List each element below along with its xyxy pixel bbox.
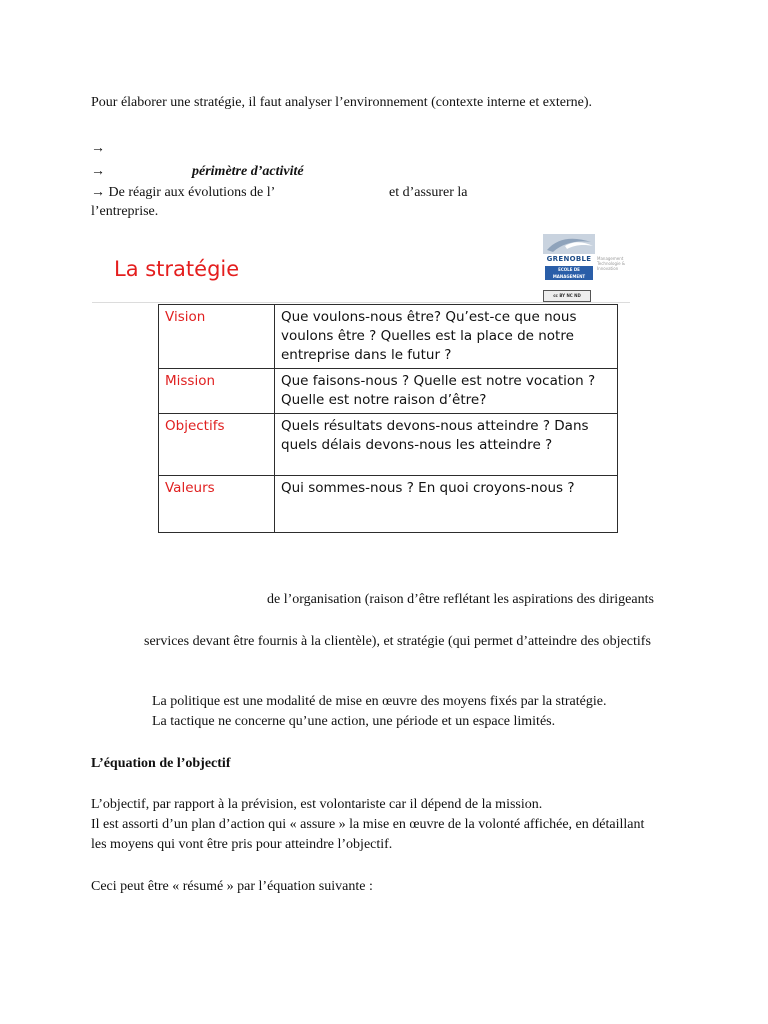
react-text-start: De réagir aux évolutions de l’ (108, 185, 276, 200)
arrow-icon: → (91, 164, 105, 179)
arrow-bullet-2 (91, 162, 105, 182)
table-row (159, 414, 618, 476)
table-row (159, 305, 618, 369)
logo-name: GRENOBLE (546, 255, 592, 263)
tactique-text: La tactique ne concerne qu’une action, une période et un espace limités. (152, 714, 556, 729)
intro-sentence: Pour élaborer une stratégie, il faut analyser l’environnement (contexte interne et externe). (91, 95, 593, 110)
arrow-bullet-3 (91, 183, 275, 203)
table-row (159, 369, 618, 414)
services-text: services devant être fournis à la clientèle), et stratégie (qui permet d’atteindre des objectifs (144, 634, 651, 649)
slide-divider (92, 302, 630, 303)
term-cell: Vision (159, 305, 275, 369)
strategy-table (158, 304, 618, 533)
paragraph-line: L’objectif, par rapport à la prévision, est volontariste car il dépend de la mission. (91, 797, 543, 812)
slide-title: La stratégie (114, 257, 240, 281)
org-text: de l’organisation (raison d’être reflétant les aspirations des dirigeants (267, 592, 654, 607)
grenoble-logo (543, 232, 626, 302)
perimetre-text: périmètre d’activité (192, 164, 304, 179)
paragraph-line: Il est assorti d’un plan d’action qui « assure » la mise en œuvre de la volonté affichée, en détaillant (91, 817, 645, 832)
term-cell: Mission (159, 369, 275, 414)
section-heading: L’équation de l’objectif (91, 756, 231, 771)
logo-school: ECOLE DE MANAGEMENT (545, 266, 593, 280)
arrow-icon: → (91, 185, 105, 200)
definition-cell: Quels résultats devons-nous atteindre ? Dans quels délais devons-nous les atteindre ? (275, 414, 618, 476)
paragraph-line: les moyens qui vont être pris pour atteindre l’objectif. (91, 837, 393, 852)
arrow-icon: → (91, 141, 105, 156)
logo-swoosh-icon (543, 234, 595, 254)
politique-text: La politique est une modalité de mise en œuvre des moyens fixés par la stratégie. (152, 694, 607, 709)
react-text-end: et d’assurer la (389, 185, 468, 200)
cc-license-badge: cc BY NC ND (543, 290, 591, 302)
arrow-bullet-1 (91, 139, 105, 159)
equation-intro: Ceci peut être « résumé » par l’équation suivante : (91, 879, 373, 894)
term-cell: Valeurs (159, 476, 275, 533)
definition-cell: Que faisons-nous ? Quelle est notre vocation ? Quelle est notre raison d’être? (275, 369, 618, 414)
term-cell: Objectifs (159, 414, 275, 476)
definition-cell: Que voulons-nous être? Qu’est-ce que nous voulons être ? Quelles est la place de notre entreprise dans le futur ? (275, 305, 618, 369)
definition-cell: Qui sommes-nous ? En quoi croyons-nous ? (275, 476, 618, 533)
table-row (159, 476, 618, 533)
logo-subtitle: Management Technologie & Innovation (597, 256, 626, 271)
entreprise-text: l’entreprise. (91, 204, 159, 219)
